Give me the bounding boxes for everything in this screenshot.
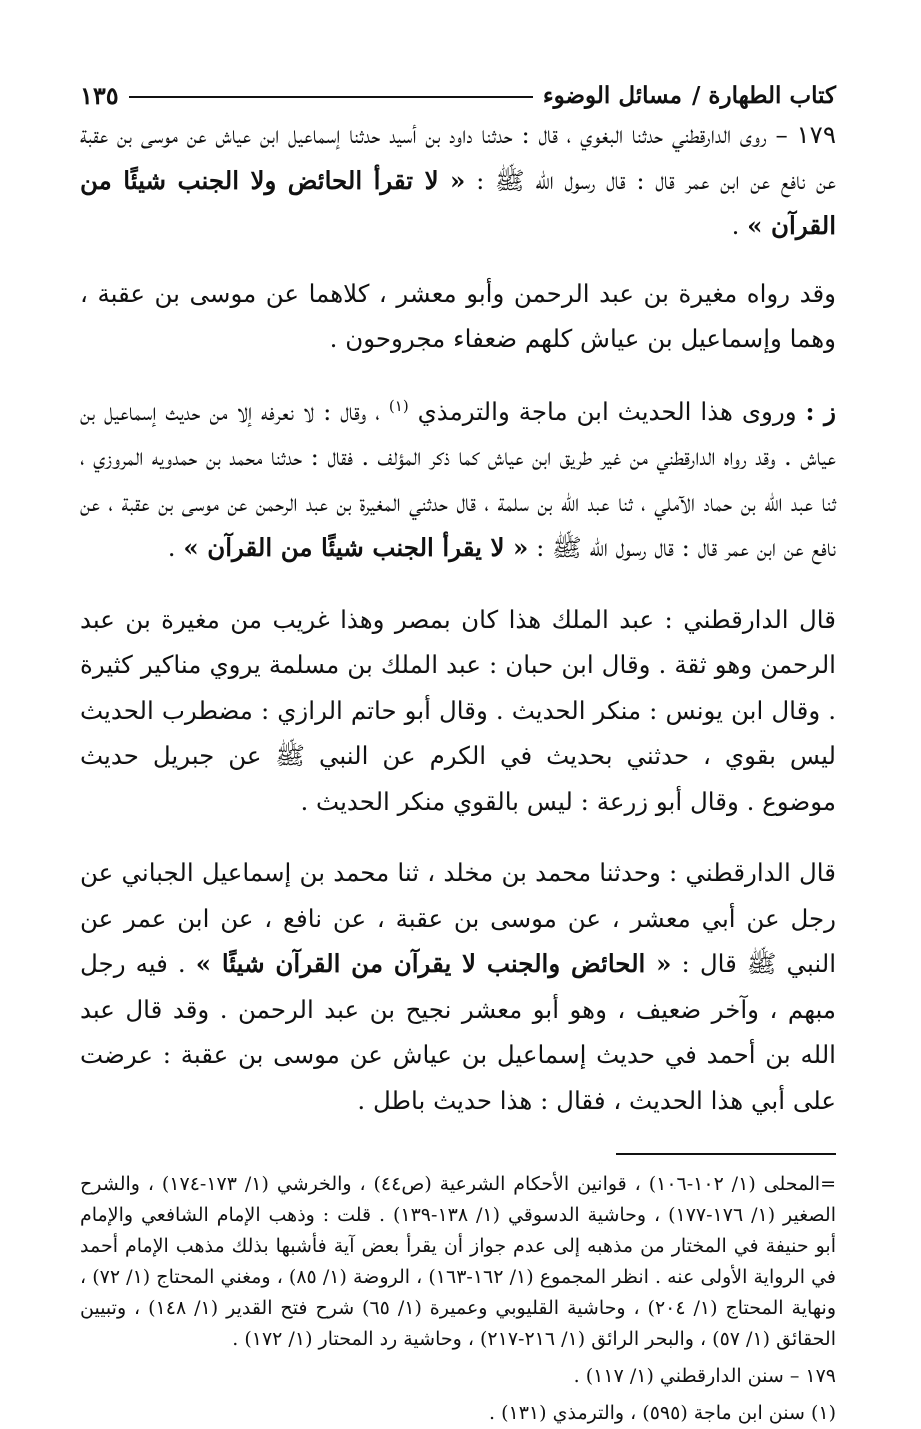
chapter-title: مسائل الوضوء <box>542 81 682 109</box>
second-chain-paragraph: قال الدارقطني : وحدثنا محمد بن مخلد ، ثنا محمد بن إسماعيل الجباني عن رجل عن أبي معشر ، عن موسى بن عقبة ، عن نافع ، عن ابن عمر عن النبي ﷺ قال : « الحائض والجنب لا يقرآن من القرآن شيئًا » . فيه رجل مبهم ، وآخر ضعيف ، وهو أبو معشر نجيح بن عبد الرحمن . وقد قال عبد الله بن أحمد في حديث إسماعيل بن عياش عن موسى بن عقبة : عرضت على أبي هذا الحديث ، فقال : هذا حديث باطل . <box>80 858 837 1115</box>
hadith-paragraph: ١٧٩ – روى الدارقطني حدثنا البغوي ، قال : حدثنا داود بن أسيد حدثنا إسماعيل ابن عياش عن موسى بن عقبة عن نافع عن ابن عمر قال : قال رسول الله ﷺ : « لا تقرأ الحائض ولا الجنب شيئًا من القرآن » . <box>80 120 837 240</box>
page-number: ١٣٥ <box>80 80 119 110</box>
hadith-text: « لا تقرأ الحائض ولا الجنب شيئًا من القرآن » <box>80 165 836 240</box>
second-chain-quote: « الحائض والجنب لا يقرآن من القرآن شيئًا » <box>195 949 672 979</box>
book-title: كتاب الطهارة / <box>692 81 836 109</box>
header-rule <box>129 96 533 98</box>
footnote-1: (١) سنن ابن ماجة (٥٩٥) ، والترمذي (١٣١) . <box>489 1402 836 1425</box>
hadith-number: ١٧٩ – <box>775 120 836 149</box>
narration-paragraph: وقد رواه مغيرة بن عبد الرحمن وأبو معشر ، كلاهما عن موسى بن عقبة ، وهما وإسماعيل بن عياش كلهم ضعفاء مجروحون . <box>80 278 836 353</box>
commentary-paragraph: ز : وروى هذا الحديث ابن ماجة والترمذي $^{(١)}$ ، وقال : لا نعرفه إلا من حديث إسماعيل بن عياش . وقد رواه الدارقطني من غير طريق ابن عياش كما ذكر المؤلف . فقال : حدثنا محمد بن حمدويه المروزي ، ثنا عبد الله بن حماد الآملي ، ثنا عبد الله بن سلمة ، قال حدثني المغيرة بن عبد الرحمن عن موسى بن عقبة ، عن نافع عن ابن عمر قال : قال رسول الله ﷺ : « لا يقرأ الجنب شيئًا من القرآن » . <box>80 396 837 563</box>
hadith-chain: روى الدارقطني حدثنا البغوي ، قال : حدثنا داود بن أسيد حدثنا إسماعيل ابن عياش عن موسى بن عقبة عن نافع عن ابن عمر قال : قال رسول الله ﷺ : <box>80 120 837 195</box>
footnote-separator <box>616 1153 836 1155</box>
footnote-continued: =المحلى (١/ ١٠٢-١٠٦) ، قوانين الأحكام الشرعية (ص٤٤) ، والخرشي (١/ ١٧٣-١٧٤) ، والشرح الصغير (١/ ١٧٦-١٧٧) ، وحاشية الدسوقي (١/ ١٣٨-١٣٩) . قلت : وذهب الإمام الشافعي والإمام أبو حنيفة في المختار من مذهبه إلى عدم جواز أن يقرأ بعض آية فأشبها بذلك مذهب الإمام أحمد في الرواية الأولى عنه . انظر المجموع (١/ ١٦٢-١٦٣) ، الروضة (١/ ٨٥) ، ومغني المحتاج (١/ ٧٢) ، ونهاية المحتاج (١/ ٢٠٤) ، وحاشية القليوبي وعميرة (١/ ٦٥) شرح فتح القدير (١/ ١٤٨) ، وتبيين الحقائق (١/ ٥٧) ، والبحر الرائق (١/ ٢١٦-٢١٧) ، وحاشية رد المحتار (١/ ١٧٢) . <box>80 1173 836 1351</box>
critique-paragraph: قال الدارقطني : عبد الملك هذا كان بمصر وهذا غريب من مغيرة بن عبد الرحمن وهو ثقة . وقال ابن حبان : عبد الملك بن مسلمة يروي مناكير كثيرة . وقال ابن يونس : منكر الحديث . وقال أبو حاتم الرازي : مضطرب الحديث ليس بقوي ، حدثني بحديث في الكرم عن النبي ﷺ عن جبريل حديث موضوع . وقال أبو زرعة : ليس بالقوي منكر الحديث . <box>80 604 836 816</box>
footnote-179: ١٧٩ – سنن الدارقطني (١/ ١١٧) . <box>573 1365 836 1388</box>
footnote-ref: (١) <box>388 396 409 415</box>
commentary-quote: « لا يقرأ الجنب شيئًا من القرآن » <box>183 533 529 563</box>
running-header <box>80 78 836 112</box>
commentary-label: ز : <box>805 396 837 426</box>
